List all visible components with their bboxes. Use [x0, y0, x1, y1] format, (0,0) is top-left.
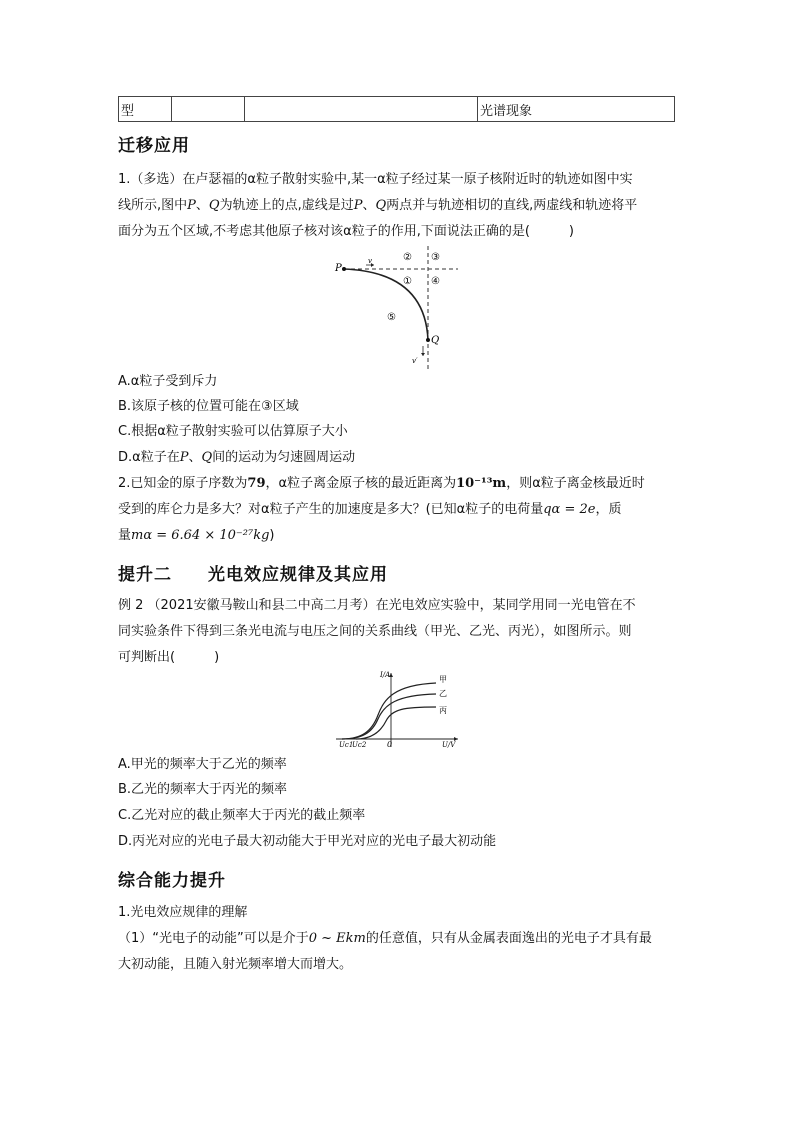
region-1-label: ①: [403, 276, 412, 287]
photocurrent-graph: [330, 667, 464, 751]
option-d: D.α粒子在P、Q间的运动为匀速圆周运动: [118, 450, 356, 465]
example-2: [118, 593, 676, 671]
question-line: 1.（多选）在卢瑟福的α粒子散射实验中,某一α粒子经过某一原子核附近时的轨迹如图中实: [118, 172, 633, 187]
velocity-v-label: v: [368, 257, 372, 265]
question-1: [118, 167, 676, 245]
curve-yi-label: 乙: [439, 689, 447, 698]
question-line: 例 2 （2021安徽马鞍山和县二中高二月考）在光电效应实验中，某同学用同一光电管在不: [118, 598, 636, 613]
paragraph-line: （1）“光电子的动能”可以是介于0 ~ Ekm的任意值，只有从金属表面逸出的光电子才具有最: [118, 931, 652, 946]
option-c: C.乙光对应的截止频率大于丙光的截止频率: [118, 808, 366, 823]
question-line: 同实验条件下得到三条光电流与电压之间的关系曲线（甲光、乙光、丙光），如图所示。则: [118, 624, 632, 639]
y-axis-label: I/A: [380, 671, 391, 679]
item-heading: 1.光电效应规律的理解: [118, 905, 248, 920]
section-title: 迁移应用: [118, 136, 190, 156]
point-q-label: Q: [431, 335, 440, 346]
origin-label: 0: [387, 740, 393, 749]
velocity-v2-label: v′: [412, 357, 418, 365]
region-2-label: ②: [403, 252, 412, 263]
option-b: B.乙光的频率大于丙光的频率: [118, 782, 288, 797]
question-line: 线所示,图中P、Q为轨迹上的点,虚线是过P、Q两点并与轨迹相切的直线,两虚线和轨迹将平: [118, 198, 638, 213]
table-cell: [172, 97, 245, 122]
option-a: A.甲光的频率大于乙光的频率: [118, 757, 287, 772]
question-2: [118, 471, 676, 549]
table-cell: [245, 97, 478, 122]
region-5-label: ⑤: [387, 312, 396, 323]
top-table: [118, 96, 675, 122]
uc2-label: Uc2: [352, 741, 367, 749]
question-line: 可判断出( ): [118, 650, 220, 665]
x-axis-label: U/V: [442, 741, 456, 749]
option-b: B.该原子核的位置可能在③区域: [118, 399, 299, 414]
question-line: 受到的库仑力是多大？对α粒子产生的加速度是多大？(已知α粒子的电荷量qα = 2e，质: [118, 502, 622, 517]
question-line: 量mα = 6.64 × 10⁻²⁷kg): [118, 528, 275, 543]
curve-bing-label: 丙: [439, 706, 447, 715]
section-title: 综合能力提升: [118, 871, 226, 891]
question-line: 面分为五个区域,不考虑其他原子核对该α粒子的作用,下面说法正确的是( ): [118, 224, 574, 239]
curve-jia-label: 甲: [439, 675, 447, 684]
table-cell: 型: [119, 97, 172, 122]
alpha-scattering-figure: [330, 242, 470, 374]
question-line: 2.已知金的原子序数为79，α粒子离金原子核的最近距离为10⁻¹³m，则α粒子离金核最近时: [118, 476, 645, 491]
point-p-label: P: [335, 263, 342, 274]
region-3-label: ③: [431, 252, 440, 263]
photoelectric-laws: [118, 900, 676, 978]
section-title: 提升二 光电效应规律及其应用: [118, 565, 388, 585]
paragraph-line: 大初动能，且随入射光频率增大而增大。: [118, 957, 353, 972]
table-cell: 光谱现象: [478, 97, 675, 122]
option-d: D.丙光对应的光电子最大初动能大于甲光对应的光电子最大初动能: [118, 834, 497, 849]
option-a: A.α粒子受到斥力: [118, 374, 218, 389]
uc1-label: Uc1: [339, 741, 354, 749]
option-c: C.根据α粒子散射实验可以估算原子大小: [118, 424, 348, 439]
region-4-label: ④: [431, 276, 440, 287]
